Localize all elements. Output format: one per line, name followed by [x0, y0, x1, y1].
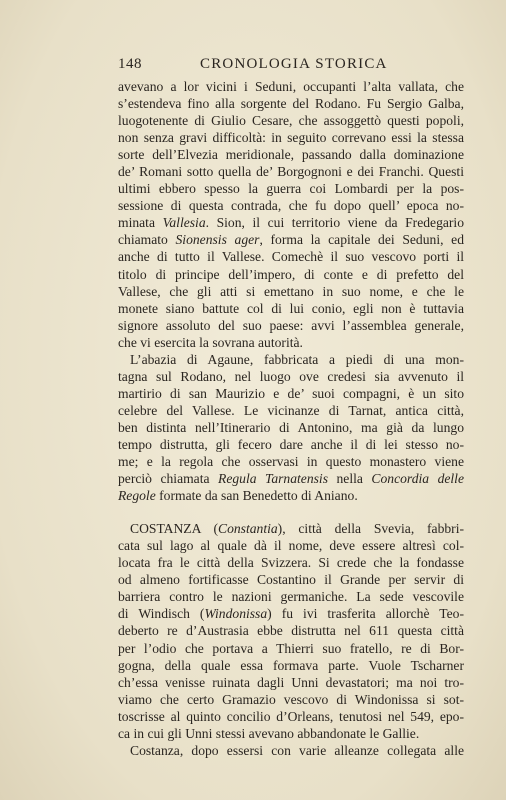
- text-line: per l’odio che portava a Thierri suo fratello, re di Bor-: [118, 640, 464, 656]
- text-line: od almeno fortificasse Costantino il Grande per servir di: [118, 572, 464, 588]
- text-line: anche di tutto il Vallese. Comechè il suo vescovo porti il: [118, 249, 464, 265]
- text-line: che vi esercita la sovrana autorità.: [118, 334, 303, 350]
- text-line: Regole formate da san Benedetto di Aniano.: [118, 488, 358, 504]
- text-line: martirio di san Maurizio e de’ suoi compagni, è un sito: [118, 385, 464, 401]
- text-line: signore assoluto del suo paese: avvi l’assemblea generale,: [118, 317, 464, 333]
- text-line: minata Vallesia. Sion, il cui territorio viene da Fredegario: [118, 215, 464, 231]
- text-line: cata sul lago al quale dà il nome, deve essere altresì col-: [118, 538, 464, 554]
- body-text: [118, 78, 464, 759]
- text-line: tempo distrutta, gli fecero dare anche il di lei stesso no-: [118, 436, 464, 452]
- entry-gap: [118, 504, 464, 520]
- text-line: L’abazia di Agaune, fabbricata a piedi di una mon-: [130, 351, 464, 367]
- paragraph-vallese: [118, 78, 464, 351]
- paragraph-costanza-continued: [118, 742, 464, 759]
- text-line: chiamato Sionensis ager, forma la capitale dei Seduni, ed: [118, 232, 464, 248]
- text-line: luogotenente di Giulio Cesare, che assoggettò questi popoli,: [118, 113, 464, 129]
- text-line: locata fra le città della Svizzera. Si crede che la fondasse: [118, 555, 464, 571]
- page-number: 148: [118, 56, 142, 72]
- text-line: viamo che certo Gramazio vescovo di Windonissa si sot-: [118, 691, 464, 707]
- text-line: de’ Romani sotto quella de’ Borgognoni e dei Franchi. Questi: [118, 164, 464, 180]
- text-line: sorte dell’Elvezia meridionale, passando dalla dominazione: [118, 147, 464, 163]
- text-line: sessione di questa contrada, che fu dopo quell’ epoca no-: [118, 198, 464, 214]
- text-line: perciò chiamata Regula Tarnatensis nella Concordia delle: [118, 471, 464, 487]
- text-line: barriera contro le nazioni germaniche. La sede vescovile: [118, 589, 464, 605]
- text-line: ch’essa venisse ruinata dagli Unni devastatori; ma noi tro-: [118, 674, 464, 690]
- text-line: ben distinta nell’Itinerario di Antonino, ma già da lungo: [118, 419, 464, 435]
- text-line: Vallese, che gli atti si emettano in suo nome, e che le: [118, 283, 464, 299]
- text-line: di Windisch (Windonissa) fu ivi trasferita allorchè Teo-: [118, 606, 464, 622]
- text-line: COSTANZA (Constantia), città della Svevia, fabbri-: [130, 521, 464, 537]
- text-line: celebre del Vallese. Le vicinanze di Tarnat, antica città,: [118, 402, 464, 418]
- text-line: deberto re d’Austrasia ebbe distrutta nel 611 questa città: [118, 623, 464, 639]
- paragraph-agaune: [118, 351, 464, 504]
- text-line: s’estendeva fino alla sorgente del Rodano. Fu Sergio Galba,: [118, 96, 464, 112]
- text-line: titolo di principe dell’impero, di conte e di prefetto del: [118, 266, 464, 282]
- text-line: ultimi ebbero spesso la guerra coi Lombardi per la pos-: [118, 181, 464, 197]
- text-line: Costanza, dopo essersi con varie alleanze collegata alle: [130, 742, 464, 758]
- text-line: me; e la regola che osservasi in questo monastero viene: [118, 454, 464, 470]
- text-line: non senza gravi difficoltà: in seguito correvano essi la stessa: [118, 130, 464, 146]
- text-line: gogna, della quale essa formava parte. Vuole Tscharner: [118, 657, 464, 673]
- text-line: avevano a lor vicini i Seduni, occupanti l’alta vallata, che: [118, 79, 464, 94]
- text-line: ca in cui gli Unni stessi avevano abbandonate le Gallie.: [118, 725, 420, 741]
- running-title: CRONOLOGIA STORICA: [200, 56, 388, 72]
- paragraph-costanza: [118, 520, 464, 742]
- page-header: [118, 56, 464, 80]
- text-line: toscrisse al quinto concilio d’Orleans, tenutosi nel 549, epo-: [118, 708, 464, 724]
- text-line: monete siano battute col di lui conio, egli non è tuttavia: [118, 300, 464, 316]
- text-line: tagna sul Rodano, nel luogo ove credesi sia avvenuto il: [118, 368, 464, 384]
